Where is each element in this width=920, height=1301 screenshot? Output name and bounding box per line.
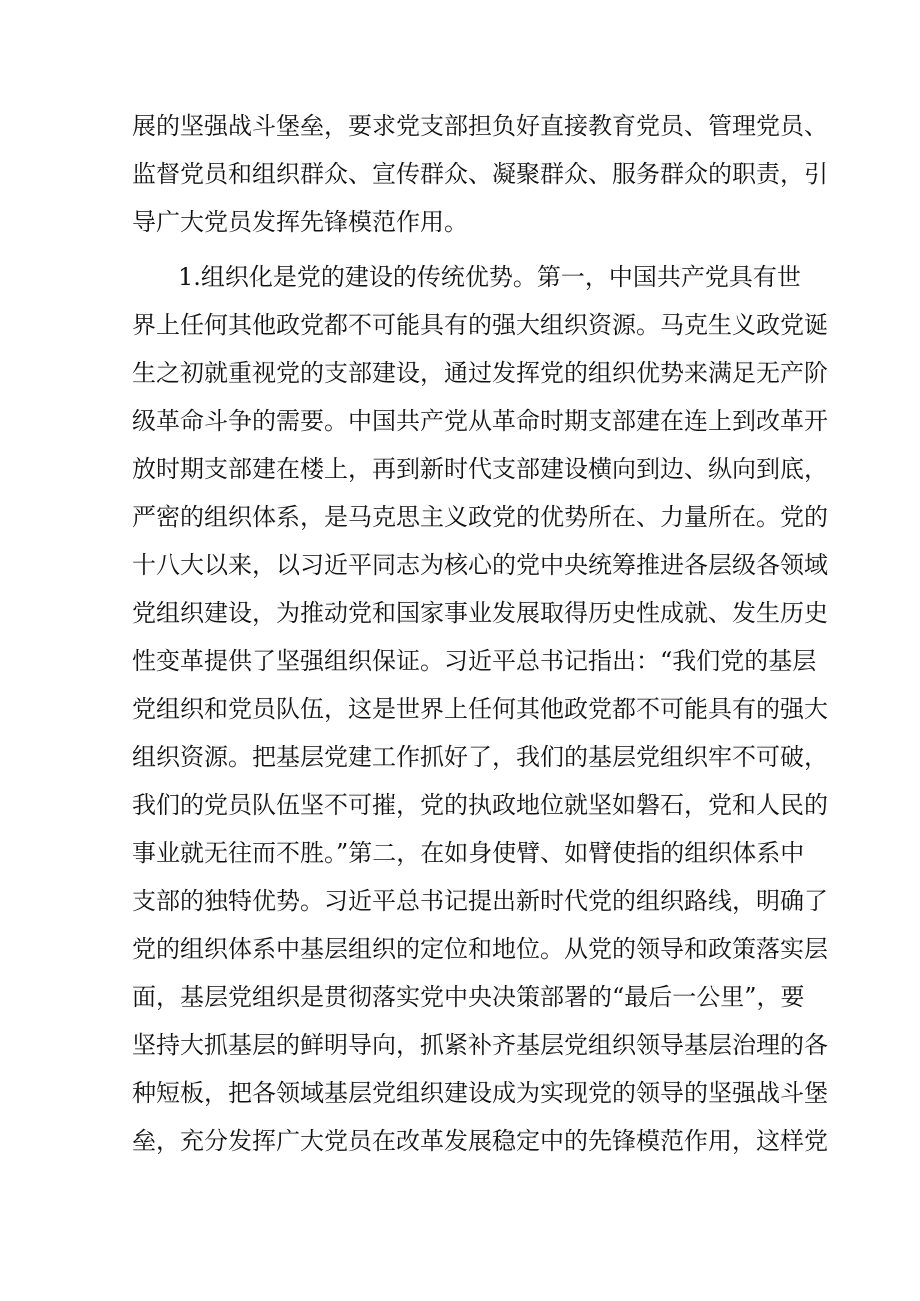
text-line: 级革命斗争的需要。中国共产党从革命时期支部建在连上到改革开 xyxy=(132,407,828,435)
text-line: 支部的独特优势。习近平总书记提出新时代党的组织路线，明确了 xyxy=(132,887,828,915)
body-text xyxy=(132,102,828,1165)
text-line: 组织资源。把基层党建工作抓好了，我们的基层党组织牢不可破， xyxy=(132,743,828,771)
text-line: 导广大党员发挥先锋模范作用。 xyxy=(132,208,468,236)
text-line: 放时期支部建在楼上，再到新时代支部建设横向到边、纵向到底， xyxy=(132,455,828,483)
text-line: 性变革提供了坚强组织保证。习近平总书记指出：“我们党的基层 xyxy=(132,647,817,675)
text-line: 面，基层党组织是贯彻落实党中央决策部署的“最后一公里”，要 xyxy=(132,983,805,1011)
paragraph-1 xyxy=(132,102,828,246)
text-line: 1.组织化是党的建设的传统优势。第一，中国共产党具有世 xyxy=(178,263,801,291)
text-line: 十八大以来，以习近平同志为核心的党中央统筹推进各层级各领域 xyxy=(132,551,828,579)
text-line: 展的坚强战斗堡垒，要求党支部担负好直接教育党员、管理党员、 xyxy=(132,112,828,140)
text-line: 党组织建设，为推动党和国家事业发展取得历史性成就、发生历史 xyxy=(132,599,828,627)
paragraph-2 xyxy=(132,253,828,1165)
text-line: 坚持大抓基层的鲜明导向，抓紧补齐基层党组织领导基层治理的各 xyxy=(132,1031,828,1059)
text-line: 严密的组织体系，是马克思主义政党的优势所在、力量所在。党的 xyxy=(132,503,828,531)
text-line: 种短板，把各领域基层党组织建设成为实现党的领导的坚强战斗堡 xyxy=(132,1079,828,1107)
text-line: 界上任何其他政党都不可能具有的强大组织资源。马克生义政党诞 xyxy=(132,311,828,339)
text-line: 党组织和党员队伍，这是世界上任何其他政党都不可能具有的强大 xyxy=(132,695,828,723)
text-line: 事业就无往而不胜。”第二，在如身使臂、如臂使指的组织体系中 xyxy=(132,839,805,867)
text-line: 垒，充分发挥广大党员在改革发展稳定中的先锋模范作用，这样党 xyxy=(132,1127,828,1155)
text-line: 我们的党员队伍坚不可摧，党的执政地位就坚如磐石，党和人民的 xyxy=(132,791,828,819)
text-line: 监督党员和组织群众、宣传群众、凝聚群众、服务群众的职责，引 xyxy=(132,160,828,188)
text-line: 党的组织体系中基层组织的定位和地位。从党的领导和政策落实层 xyxy=(132,935,828,963)
text-line: 生之初就重视党的支部建设，通过发挥党的组织优势来满足无产阶 xyxy=(132,359,828,387)
paragraph-gap xyxy=(132,246,800,253)
